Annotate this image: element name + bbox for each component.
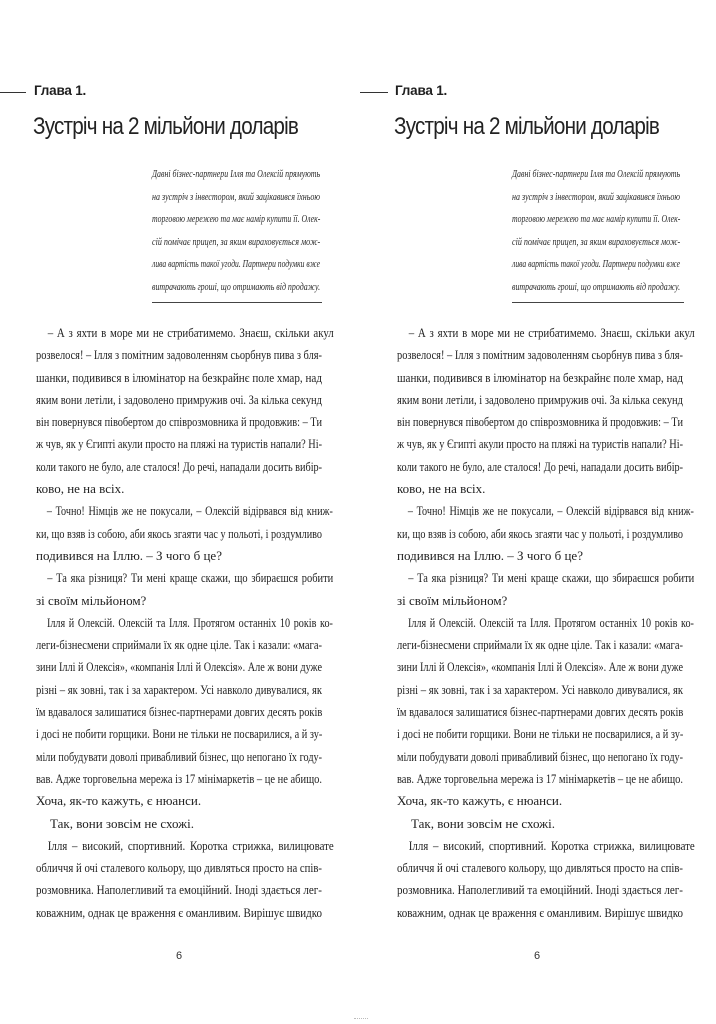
summary-line: Давні бізнес-партнери Ілля та Олексій прямують (512, 169, 681, 180)
body-line: міли побудувати доволі привабливий бізнес, що непогано їх году- (36, 748, 322, 764)
summary-line: Давні бізнес-партнери Ілля та Олексій прямують (152, 169, 321, 180)
chapter-lead-rule (0, 92, 26, 93)
body-line: – Та яка різниця? Ти мені краще скажи, що збираєшся робити (47, 570, 334, 586)
summary-line: лива вартість такої угоди. Партнери подумки вже (152, 259, 320, 271)
body-line: він повернувся півобертом до співрозмовника й продовжив: – Ти (397, 414, 683, 430)
chapter-label: Глава 1. (395, 83, 448, 98)
chapter-label: Глава 1. (34, 83, 87, 98)
body-line: зини Іллі й Олексія», «компанія Іллі й Олексія». Але ж вони дуже (397, 659, 683, 675)
page-number: 6 (176, 950, 183, 962)
body-line: леги-бізнесмени сприймали їх як одне ціле. Так і казали: «мага- (397, 637, 683, 653)
body-line: яким вони летіли, і задоволено примружив очі. За кілька секунд (36, 391, 322, 407)
summary-line: на зустріч з інвестором, який зацікавився їхньою (512, 191, 680, 203)
body-line: різні – як зовні, так і за характером. Усі навколо дивувалися, як (397, 681, 683, 697)
body-line: їм вдавалося залишатися бізнес-партнерами довгих десять років (36, 704, 323, 720)
summary-line: сій помічає прицеп, за яким вираховується мож- (512, 236, 681, 248)
body-line: коважним, однак це враження є оманливим. Вирішує швидко (397, 904, 683, 920)
body-line: розвелося! – Ілля з помітним задоволенням сьорбнув пива з бля- (397, 347, 683, 363)
body-line: Так, вони зовсім не схожі. (50, 815, 194, 831)
chapter-title: Зустріч на 2 мільйони доларів (33, 113, 299, 140)
body-line: розвелося! – Ілля з помітним задоволенням сьорбнув пива з бля- (36, 347, 322, 363)
body-line: розмовника. Наполегливий та емоційний. Іноді здається лег- (397, 882, 683, 898)
body-line: Ілля – високий, спортивний. Коротка стрижка, вилицювате (47, 837, 334, 853)
body-line: шанки, подивився в ілюмінатор на безкрайнє поле хмар, над (397, 369, 683, 385)
summary-line: сій помічає прицеп, за яким вираховується мож- (152, 236, 321, 248)
body-line: Ілля й Олексій. Олексій та Ілля. Протягом останніх 10 років ко- (46, 614, 333, 630)
body-line: коважним, однак це враження є оманливим. Вирішує швидко (36, 904, 322, 920)
chapter-summary (152, 164, 320, 300)
gutter-mark (354, 1018, 368, 1021)
body-text (397, 322, 695, 924)
body-line: ж чув, як у Єгипті акули просто на пляжі на туристів напали? Ні- (36, 436, 322, 452)
body-line: вав. Адже торговельна мережа із 17 мінімаркетів – це не абищо. (36, 770, 323, 786)
body-line: яким вони летіли, і задоволено примружив очі. За кілька секунд (397, 391, 683, 407)
body-line: обличчя й очі сталевого кольору, що дивляться просто на спів- (36, 860, 322, 876)
chapter-summary (512, 164, 680, 300)
body-line: – Точно! Німців же не покусали, – Олексій відірвався від книж- (407, 503, 694, 519)
body-line: подивився на Іллю. – З чого б це? (397, 547, 583, 563)
chapter-title: Зустріч на 2 мільйони доларів (394, 113, 660, 140)
body-text (36, 322, 334, 924)
body-line: ково, не на всіх. (397, 481, 486, 497)
body-line: ково, не на всіх. (36, 481, 125, 497)
page-number: 6 (534, 950, 541, 962)
body-line: Хоча, як-то кажуть, є нюанси. (36, 793, 202, 809)
summary-line: на зустріч з інвестором, який зацікавився їхньою (152, 191, 320, 203)
body-line: ки, що взяв із собою, аби якось згаяти час у польоті, і роздумливо (397, 525, 683, 541)
body-line: – А з яхти в море ми не стрибатимемо. Знаєш, скільки акул (47, 325, 334, 340)
body-line: розмовника. Наполегливий та емоційний. Іноді здається лег- (36, 882, 322, 898)
summary-line: витрачають гроші, що отримають від продажу. (512, 281, 681, 293)
body-line: зини Іллі й Олексія», «компанія Іллі й Олексія». Але ж вони дуже (36, 659, 322, 675)
body-line: міли побудувати доволі привабливий бізнес, що непогано їх году- (397, 748, 683, 764)
summary-line: торговою мережею та має намір купити її. Олек- (512, 214, 681, 226)
body-line: коли такого не було, але сталося! До речі, нападали досить вибір- (397, 458, 684, 474)
body-line: вав. Адже торговельна мережа із 17 мінімаркетів – це не абищо. (397, 770, 684, 786)
body-line: їм вдавалося залишатися бізнес-партнерами довгих десять років (397, 704, 684, 720)
body-line: шанки, подивився в ілюмінатор на безкрайнє поле хмар, над (36, 369, 322, 385)
body-line: леги-бізнесмени сприймали їх як одне ціле. Так і казали: «мага- (36, 637, 322, 653)
body-line: зі своїм мільйоном? (36, 592, 147, 608)
summary-line: торговою мережею та має намір купити її. Олек- (152, 214, 321, 226)
body-line: ки, що взяв із собою, аби якось згаяти час у польоті, і роздумливо (36, 525, 322, 541)
body-line: ж чув, як у Єгипті акули просто на пляжі на туристів напали? Ні- (397, 436, 683, 452)
body-line: коли такого не було, але сталося! До речі, нападали досить вибір- (36, 458, 323, 474)
body-line: зі своїм мільйоном? (397, 592, 508, 608)
body-line: і досі не побити горщики. Вони не тільки не посварилися, а й зу- (397, 726, 684, 742)
chapter-lead-rule (360, 92, 388, 93)
summary-line: лива вартість такої угоди. Партнери подумки вже (512, 259, 680, 271)
body-line: і досі не побити горщики. Вони не тільки не посварилися, а й зу- (36, 726, 323, 742)
body-line: Ілля й Олексій. Олексій та Ілля. Протягом останніх 10 років ко- (407, 614, 694, 630)
body-line: різні – як зовні, так і за характером. Усі навколо дивувалися, як (36, 681, 322, 697)
body-line: подивився на Іллю. – З чого б це? (36, 547, 222, 563)
body-line: Хоча, як-то кажуть, є нюанси. (397, 793, 563, 809)
body-line: – Точно! Німців же не покусали, – Олексій відірвався від книж- (46, 503, 333, 519)
body-line: обличчя й очі сталевого кольору, що дивляться просто на спів- (397, 860, 683, 876)
book-page-right (358, 0, 716, 1024)
body-line: Ілля – високий, спортивний. Коротка стрижка, вилицювате (408, 837, 695, 853)
body-line: – А з яхти в море ми не стрибатимемо. Знаєш, скільки акул (408, 325, 695, 340)
summary-divider (152, 302, 322, 303)
body-line: він повернувся півобертом до співрозмовника й продовжив: – Ти (36, 414, 322, 430)
body-line: Так, вони зовсім не схожі. (411, 815, 555, 831)
summary-line: витрачають гроші, що отримають від продажу. (152, 281, 321, 293)
summary-divider (512, 302, 684, 303)
body-line: – Та яка різниця? Ти мені краще скажи, що збираєшся робити (408, 570, 695, 586)
